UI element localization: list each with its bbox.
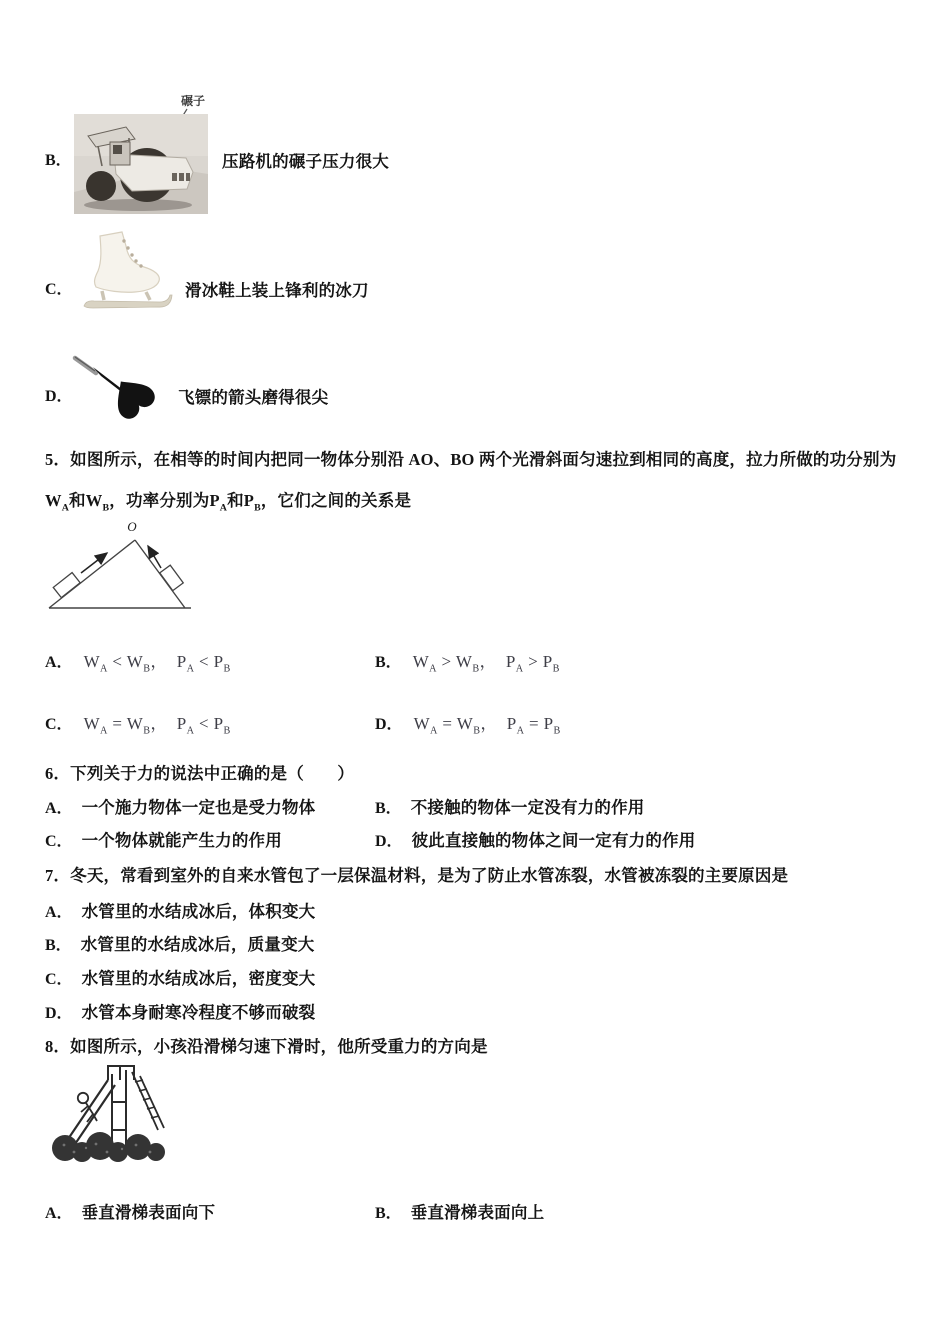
incline-apex-label: O (127, 519, 137, 534)
q8-option-b (375, 1199, 544, 1223)
q5-option-d (375, 709, 561, 737)
q7-option-a-text: 水管里的水结成冰后，体积变大 (81, 902, 316, 921)
road-roller-photo (74, 114, 208, 214)
q8-option-b-label: B． (375, 1205, 402, 1222)
q8-option-b-text: 垂直滑梯表面向上 (410, 1203, 545, 1222)
q5-option-b-formula: $W_A > W_B$， $P_A > P_B$ (412, 652, 560, 675)
q7-option-b (45, 931, 315, 955)
option-c-label: C． (45, 281, 73, 298)
incline-diagram (45, 518, 213, 616)
q5-option-b (375, 647, 560, 675)
q7-option-b-text: 水管里的水结成冰后，质量变大 (80, 935, 315, 954)
q5-option-a-label: A． (45, 654, 73, 671)
q8-option-a-text: 垂直滑梯表面向下 (81, 1203, 216, 1222)
q7-option-a (45, 898, 315, 922)
q5-option-d-label: D． (375, 716, 403, 733)
q7-option-c (45, 965, 315, 989)
q6-option-b (375, 794, 645, 818)
q7-stem: 7．冬天，常看到室外的自来水管包了一层保温材料，是为了防止水管冻裂，水管被冻裂的主要原因是 (45, 866, 789, 885)
q5-option-a-formula: $W_A < W_B$， $P_A < P_B$ (83, 652, 231, 675)
q5-stem-line1: 5．如图所示，在相等的时间内把同一物体分别沿 AO、BO 两个光滑斜面匀速拉到相同的高度，拉力所做的功分别为 (45, 450, 897, 469)
option-b-label: B． (45, 152, 72, 169)
q5-option-b-label: B． (375, 654, 402, 671)
q5-stem-line2: $W_A$和$W_B$，功率分别为$P_A$和$P_B$，它们之间的关系是 (45, 491, 412, 514)
option-d-text: 飞镖的箭头磨得很尖 (178, 388, 329, 407)
q6-option-d-label: D． (375, 833, 403, 850)
q8-stem: 8．如图所示，小孩沿滑梯匀速下滑时，他所受重力的方向是 (45, 1037, 488, 1056)
option-b-text: 压路机的碾子压力很大 (222, 152, 389, 171)
q6-option-a-label: A． (45, 800, 73, 817)
q6-option-b-text: 不接触的物体一定没有力的作用 (410, 798, 645, 817)
road-roller-figure (74, 92, 216, 218)
q6-option-c (45, 827, 282, 851)
q7-option-d (45, 999, 315, 1023)
q7-option-a-label: A． (45, 904, 73, 921)
q6-stem: 6．下列关于力的说法中正确的是（ ） (45, 764, 355, 783)
q6-option-a (45, 794, 315, 818)
q5-option-c-label: C． (45, 716, 73, 733)
q5-option-c-formula: $W_A = W_B$， $P_A < P_B$ (83, 714, 231, 737)
q5-option-a (45, 647, 231, 675)
q6-option-a-text: 一个施力物体一定也是受力物体 (81, 798, 316, 817)
q6-option-c-label: C． (45, 833, 73, 850)
q7-option-d-text: 水管本身耐寒冷程度不够而破裂 (81, 1003, 316, 1022)
q7-option-c-label: C． (45, 971, 73, 988)
q5-option-c (45, 709, 231, 737)
q5-option-d-formula: $W_A = W_B$， $P_A = P_B$ (413, 714, 561, 737)
option-c-text: 滑冰鞋上装上锋利的冰刀 (185, 281, 369, 300)
q7-option-c-text: 水管里的水结成冰后，密度变大 (81, 969, 316, 988)
q6-option-c-text: 一个物体就能产生力的作用 (81, 831, 282, 850)
option-d-label: D． (45, 388, 73, 405)
q6-option-d (375, 827, 695, 851)
q6-option-d-text: 彼此直接触的物体之间一定有力的作用 (411, 831, 696, 850)
slide-diagram (52, 1060, 178, 1168)
dart-image (68, 352, 168, 432)
roller-callout-label: 碾子 (181, 94, 206, 108)
q7-option-d-label: D． (45, 1005, 73, 1022)
q7-option-b-label: B． (45, 937, 72, 954)
ice-skate-image (78, 230, 173, 315)
q8-option-a-label: A． (45, 1205, 73, 1222)
q6-option-b-label: B． (375, 800, 402, 817)
q8-option-a (45, 1199, 215, 1223)
